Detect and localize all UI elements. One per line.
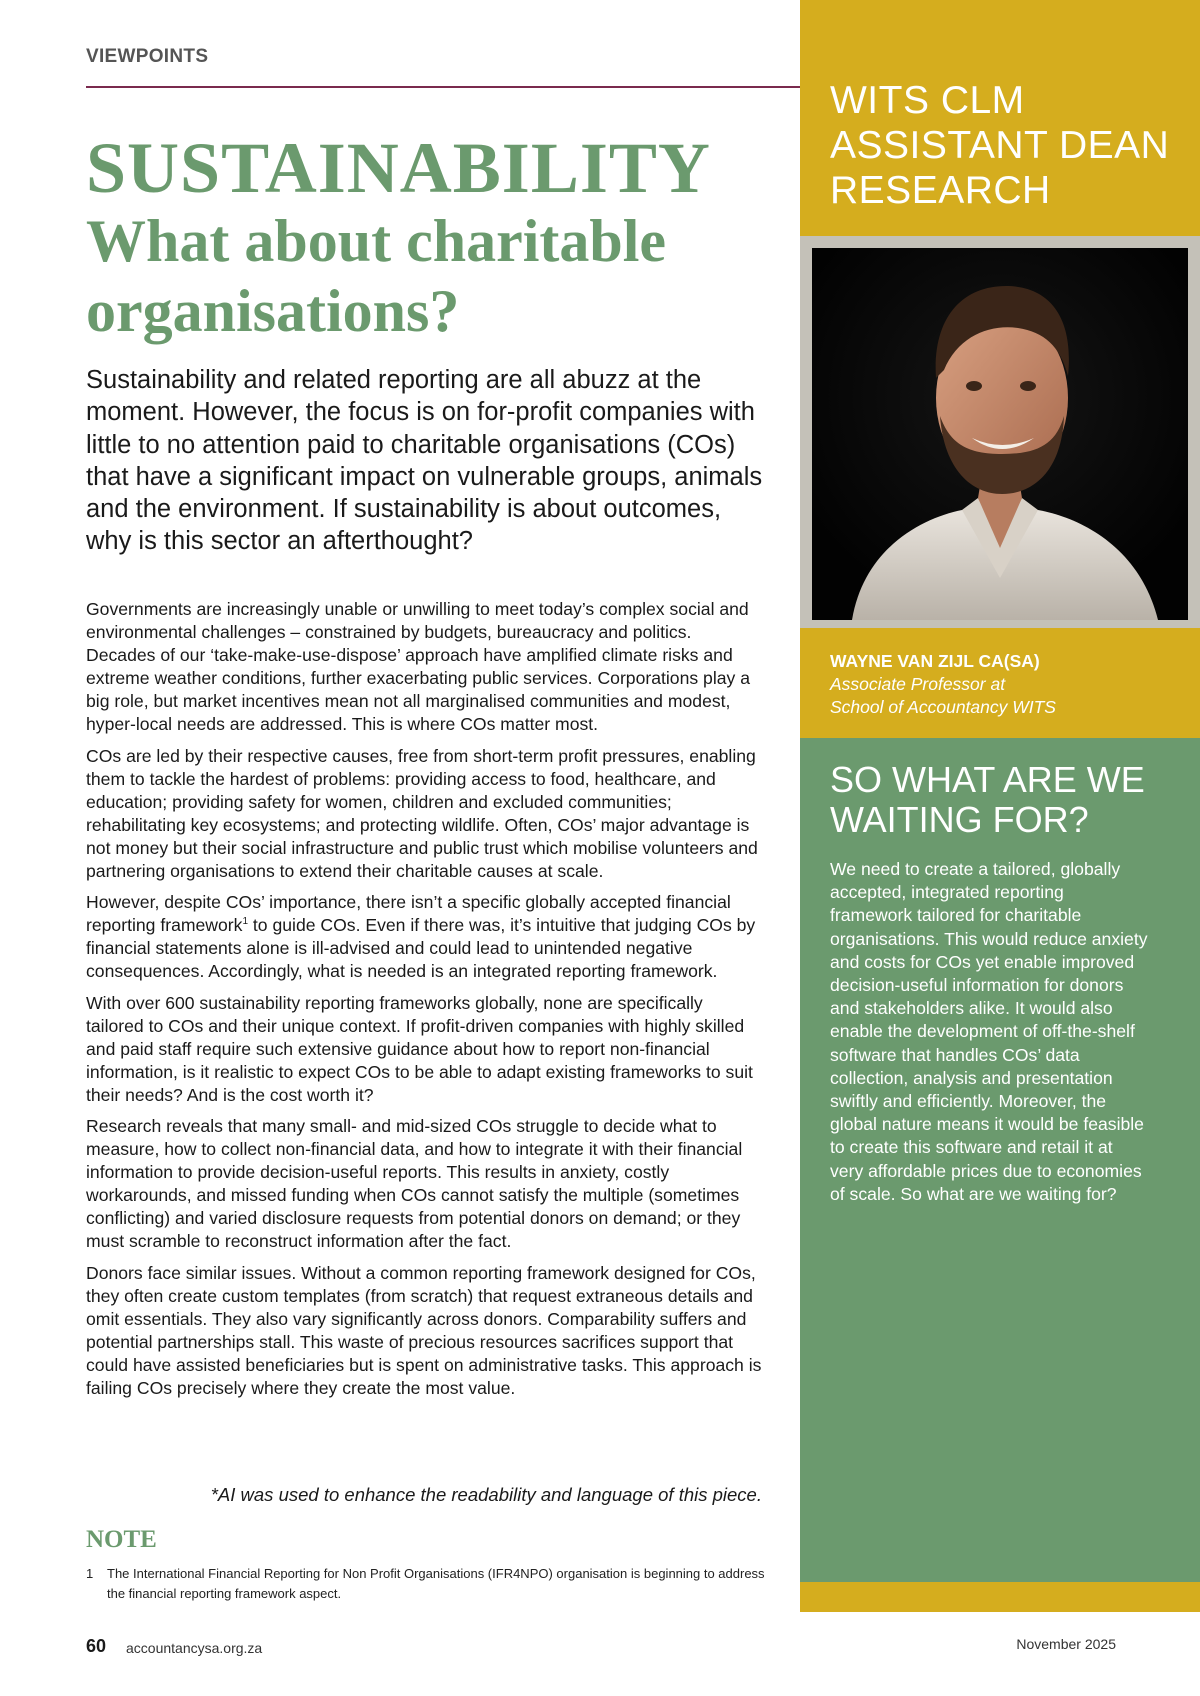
sidebar-heading: WITS CLM ASSISTANT DEAN RESEARCH — [830, 79, 1170, 212]
sidebar — [800, 0, 1200, 1612]
author-photo — [812, 248, 1188, 620]
callout-heading: SO WHAT ARE WE WAITING FOR? — [830, 759, 1145, 840]
body-paragraph: Research reveals that many small- and mid-sized COs struggle to decide what to measure, how to collect non-financial data, and how to integrate it with their financial information to provide decision-useful reports. This results in anxiety, costly workarounds, and missed funding when COs cannot satisfy the multiple (sometimes conflicting) and varied disclosure requests from potential donors on demand; or they must scramble to reconstruct information after the fact. — [86, 1115, 743, 1252]
note-heading: NOTE — [86, 1526, 157, 1553]
body-paragraph: COs are led by their respective causes, free from short-term profit pressures, enabling them to tackle the hardest of problems: providing access to food, healthcare, and education; providing safety for women, children and excluded communities; rehabilitating key ecosystems; and protecting wildlife. Often, COs’ major advantage is not money but their social infrastructure and public trust which mobilise volunteers and partnering organisations to extend their charitable causes at scale. — [86, 745, 758, 882]
author-affiliation: School of Accountancy WITS — [830, 697, 1056, 717]
body-paragraph: Donors face similar issues. Without a common reporting framework designed for COs, they often create custom templates (from scratch) that request extraneous details and omit essentials. They also vary significantly across donors. Comparability suffers and potential partnerships stall. This waste of precious resources sacrifices support that could have assisted beneficiaries but is spent on administrative tasks. This approach is failing COs precisely where they create the most value. — [86, 1262, 762, 1398]
callout-text: We need to create a tailored, globally accepted, integrated reporting framework tailored for charitable organisations. This would reduce anxiety and costs for COs yet enable improved decision-useful information for donors and stakeholders alike. It would also enable the development of off-the-shelf software that handles COs’ data collection, analysis and presentation swiftly and efficiently. Moreover, the global nature means it would be feasible to create this software and retail it at very affordable prices due to economies of scale. So what are we waiting for? — [830, 859, 1148, 1204]
footnote — [86, 1564, 766, 1604]
footnote-reference[interactable]: 1 — [242, 916, 249, 928]
article-lede: Sustainability and related reporting are all abuzz at the moment. However, the focus is on for-profit companies with little to no attention paid to charitable organisations (COs) that have a significant impact on vulnerable groups, animals and the environment. If sustainability is about outcomes, why is this sector an afterthought? — [86, 366, 763, 556]
author-name: WAYNE VAN ZIJL CA(SA) — [830, 651, 1040, 671]
article-body — [86, 598, 764, 1408]
author-credit — [830, 650, 1190, 719]
article-subtitle: What about charitable organisations? — [86, 208, 667, 344]
body-paragraph: With over 600 sustainability reporting frameworks globally, none are specifically tailored to COs and their unique context. If profit-driven companies with highly skilled and paid staff require such extensive guidance about how to report non-financial information, is it realistic to expect COs to be able to adapt existing frameworks to suit their needs? And is the cost worth it? — [86, 992, 753, 1105]
paragraph-text: to guide COs. Even if there was, it’s intuitive that judging COs by financial statements alone is ill-advised and could lead to unintended negative consequences. Accordingly, what is needed is an integrated reporting framework. — [86, 915, 756, 982]
section-label: VIEWPOINTS — [86, 46, 209, 67]
ai-disclaimer: *AI was used to enhance the readability and language of this piece. — [210, 1484, 762, 1505]
body-paragraph: Governments are increasingly unable or unwilling to meet today’s complex social and environmental challenges – constrained by budgets, bureaucracy and politics. Decades of our ‘take-make-use-dispose’ approach have amplified climate risks and extreme weather conditions, further exacerbating public services. Corporations play a big role, but market incentives mean not all marginalised communities and modest, hyper-local needs are addressed. This is where COs matter most. — [86, 599, 751, 735]
body-paragraph — [86, 891, 764, 983]
page-number: 60 — [86, 1636, 107, 1656]
author-photo-frame — [800, 236, 1200, 628]
footer-website[interactable]: accountancysa.org.za — [126, 1640, 263, 1656]
portrait-illustration — [812, 248, 1188, 620]
footnote-text: The International Financial Reporting for Non Profit Organisations (IFR4NPO) organisation is beginning to address the financial reporting framework aspect. — [107, 1566, 765, 1601]
header-rule — [86, 86, 800, 88]
author-role: Associate Professor at — [830, 674, 1006, 694]
footnote-number: 1 — [86, 1566, 94, 1581]
paragraph-text: However, despite COs’ importance, there isn’t a specific globally accepted financial reporting framework — [86, 892, 731, 936]
article-title: SUSTAINABILITY — [86, 128, 711, 208]
footer-date: November 2025 — [1016, 1636, 1116, 1652]
